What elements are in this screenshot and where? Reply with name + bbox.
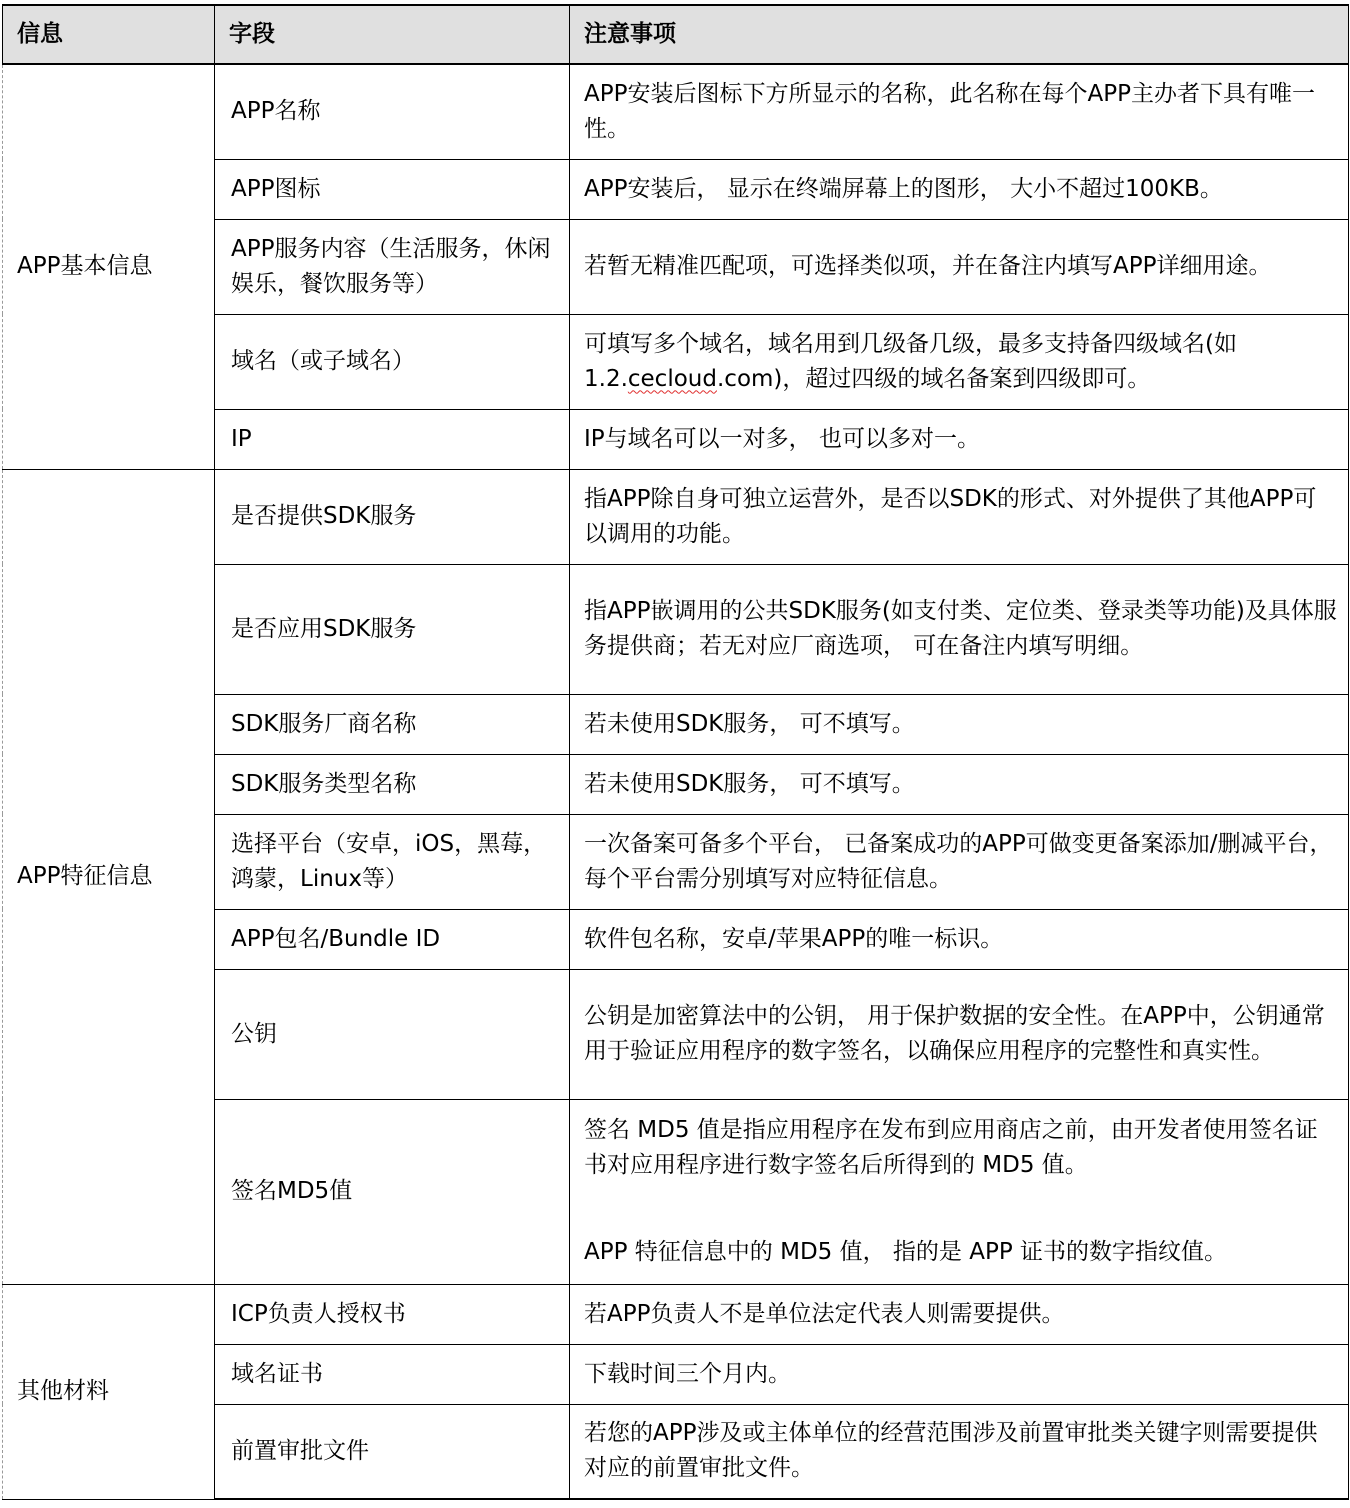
field-cell: 域名（或子域名）	[215, 314, 570, 409]
note-cell: 若APP负责人不是单位法定代表人则需要提供。	[570, 1284, 1349, 1344]
note-cell: IP与域名可以一对多， 也可以多对一。	[570, 409, 1349, 469]
header-notes: 注意事项	[570, 5, 1349, 64]
field-cell: 是否提供SDK服务	[215, 469, 570, 564]
table-row	[3, 469, 1349, 564]
field-cell: SDK服务厂商名称	[215, 694, 570, 754]
table-row	[3, 1284, 1349, 1344]
field-cell: IP	[215, 409, 570, 469]
note-cell: 若您的APP涉及或主体单位的经营范围涉及前置审批类关键字则需要提供对应的前置审批文件。	[570, 1404, 1349, 1499]
note-cell	[570, 1099, 1349, 1284]
note-cell: 指APP除自身可独立运营外，是否以SDK的形式、对外提供了其他APP可以调用的功能。	[570, 469, 1349, 564]
note-cell: 一次备案可备多个平台， 已备案成功的APP可做变更备案添加/删减平台，每个平台需分别填写对应特征信息。	[570, 814, 1349, 909]
field-cell: 选择平台（安卓，iOS，黑莓，鸿蒙，Linux等）	[215, 814, 570, 909]
field-cell: 公钥	[215, 969, 570, 1099]
note-cell: 指APP嵌调用的公共SDK服务(如支付类、定位类、登录类等功能)及具体服务提供商；若无对应厂商选项， 可在备注内填写明细。	[570, 564, 1349, 694]
note-cell: APP安装后图标下方所显示的名称，此名称在每个APP主办者下具有唯一性。	[570, 64, 1349, 159]
header-info: 信息	[3, 5, 215, 64]
category-basic-info: APP基本信息	[3, 64, 215, 469]
field-cell: ICP负责人授权书	[215, 1284, 570, 1344]
field-cell: 签名MD5值	[215, 1099, 570, 1284]
note-domain-word: cecloud	[627, 365, 717, 392]
field-cell: 域名证书	[215, 1344, 570, 1404]
note-cell	[570, 314, 1349, 409]
note-cell: 若未使用SDK服务， 可不填写。	[570, 754, 1349, 814]
field-cell: APP包名/Bundle ID	[215, 909, 570, 969]
note-cell: 若未使用SDK服务， 可不填写。	[570, 694, 1349, 754]
category-feature-info: APP特征信息	[3, 469, 215, 1284]
field-cell: SDK服务类型名称	[215, 754, 570, 814]
note-text-b: .com)，超过四级的域名备案到四级即可。	[716, 365, 1151, 392]
header-field: 字段	[215, 5, 570, 64]
table-header-row	[3, 5, 1349, 64]
note-cell: 公钥是加密算法中的公钥， 用于保护数据的安全性。在APP中，公钥通常用于验证应用程序的数字签名，以确保应用程序的完整性和真实性。	[570, 969, 1349, 1099]
note-paragraph: APP 特征信息中的 MD5 值， 指的是 APP 证书的数字指纹值。	[584, 1239, 1228, 1265]
note-paragraph: 签名 MD5 值是指应用程序在发布到应用商店之前，由开发者使用签名证书对应用程序进行数字签名后所得到的 MD5 值。	[584, 1117, 1318, 1178]
note-cell: 若暂无精准匹配项，可选择类似项，并在备注内填写APP详细用途。	[570, 219, 1349, 314]
field-cell: 前置审批文件	[215, 1404, 570, 1499]
note-cell: APP安装后， 显示在终端屏幕上的图形， 大小不超过100KB。	[570, 159, 1349, 219]
field-cell: 是否应用SDK服务	[215, 564, 570, 694]
note-cell: 软件包名称，安卓/苹果APP的唯一标识。	[570, 909, 1349, 969]
field-cell: APP名称	[215, 64, 570, 159]
requirements-table	[2, 4, 1349, 1500]
table-row	[3, 64, 1349, 159]
field-cell: APP图标	[215, 159, 570, 219]
note-text-a: 可填写多个域名，域名用到几级备几级，最多支持备四级域名(如1.2.	[584, 330, 1237, 392]
category-other-materials: 其他材料	[3, 1284, 215, 1499]
note-cell: 下载时间三个月内。	[570, 1344, 1349, 1404]
field-cell: APP服务内容（生活服务，休闲娱乐，餐饮服务等）	[215, 219, 570, 314]
